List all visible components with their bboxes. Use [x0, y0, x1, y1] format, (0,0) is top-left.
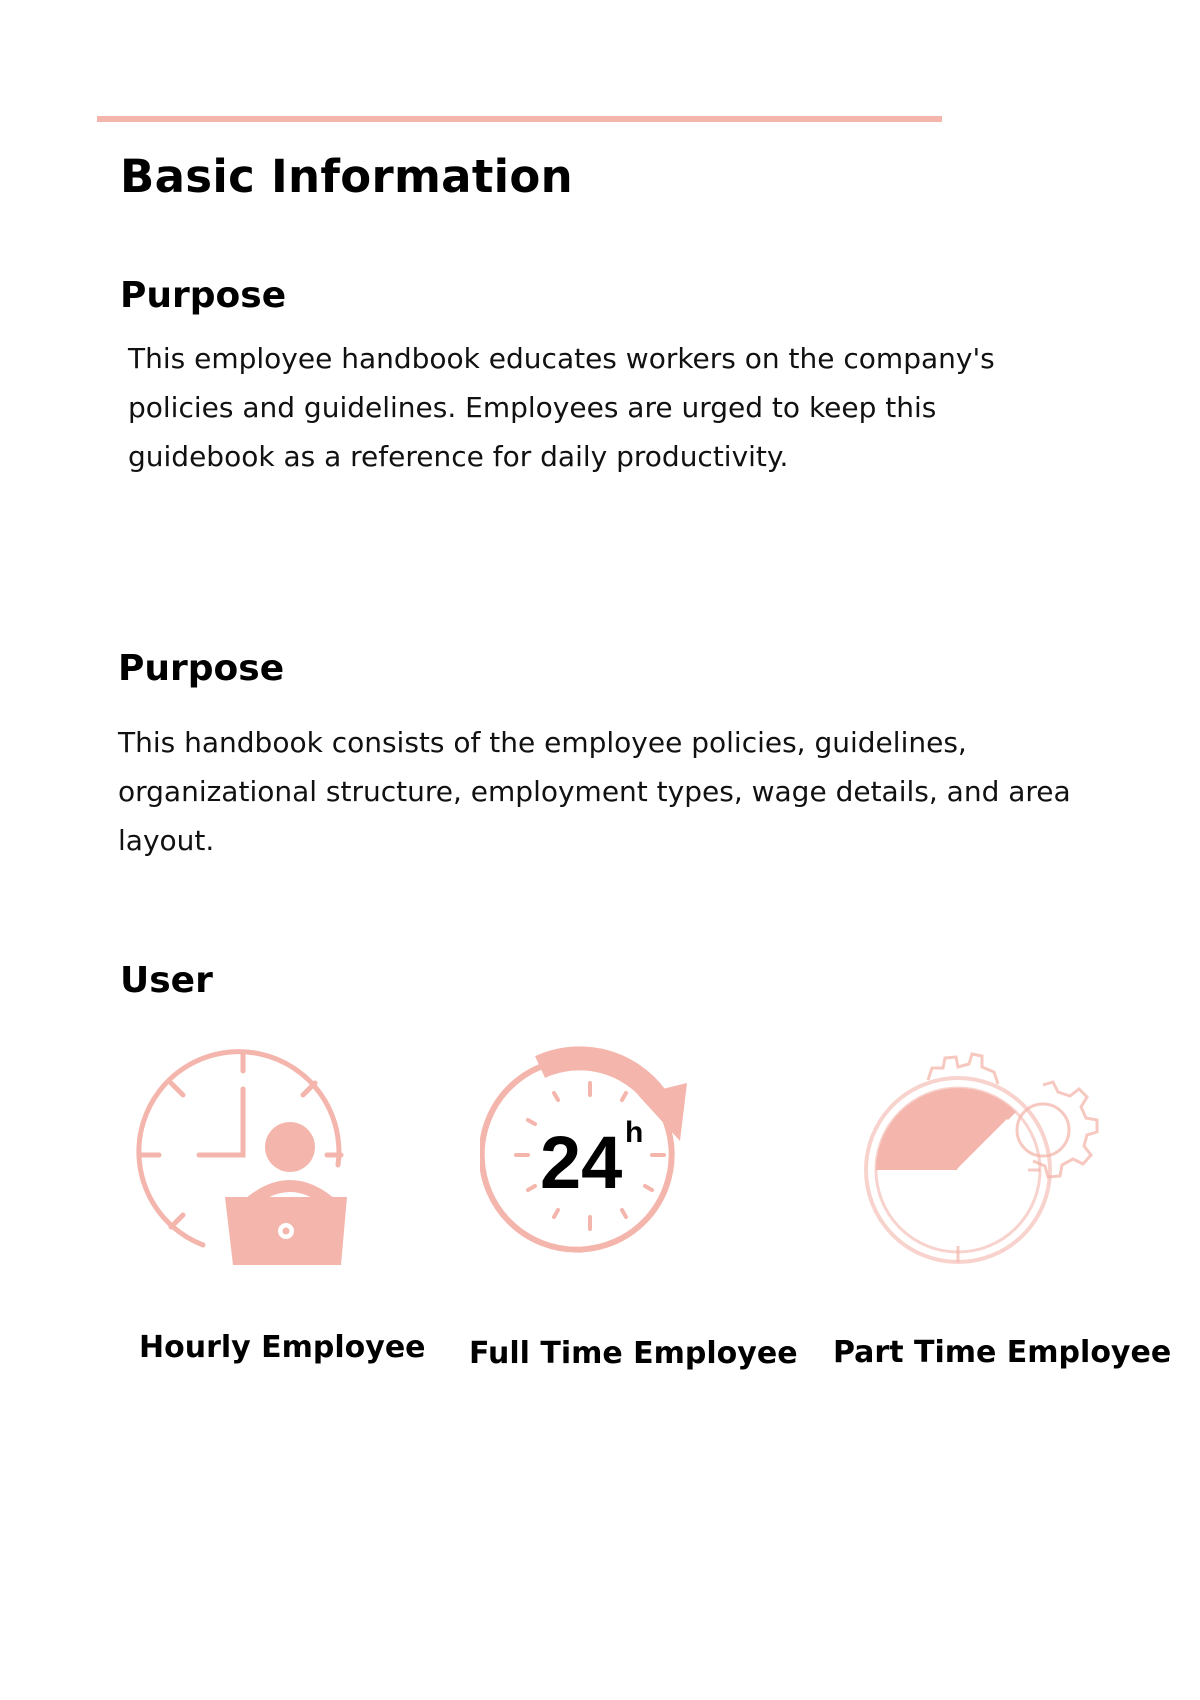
clock-person-laptop-icon [133, 1045, 353, 1265]
part-time-employee-label: Part Time Employee [833, 1335, 1172, 1370]
full-time-employee-label: Full Time Employee [469, 1336, 798, 1371]
purpose-paragraph: This employee handbook educates workers on the company's policies and guidelines. Employees are urged to keep this guidebook as a reference for daily productivity. [128, 342, 995, 473]
purpose-heading-2: Purpose [118, 648, 285, 689]
top-divider [97, 116, 942, 122]
purpose-heading: Purpose [120, 275, 287, 316]
stopwatch-gears-icon [848, 1040, 1113, 1275]
user-heading: User [120, 960, 213, 1001]
page-title: Basic Information [120, 150, 573, 203]
hourly-employee-label: Hourly Employee [139, 1330, 426, 1365]
24h-clock-icon [480, 1045, 700, 1265]
24-label: 24 [540, 1121, 623, 1204]
hours-superscript: h [625, 1116, 644, 1149]
purpose-paragraph-2: This handbook consists of the employee policies, guidelines, organizational structure, employment types, wage details, and area layout. [118, 726, 1071, 857]
